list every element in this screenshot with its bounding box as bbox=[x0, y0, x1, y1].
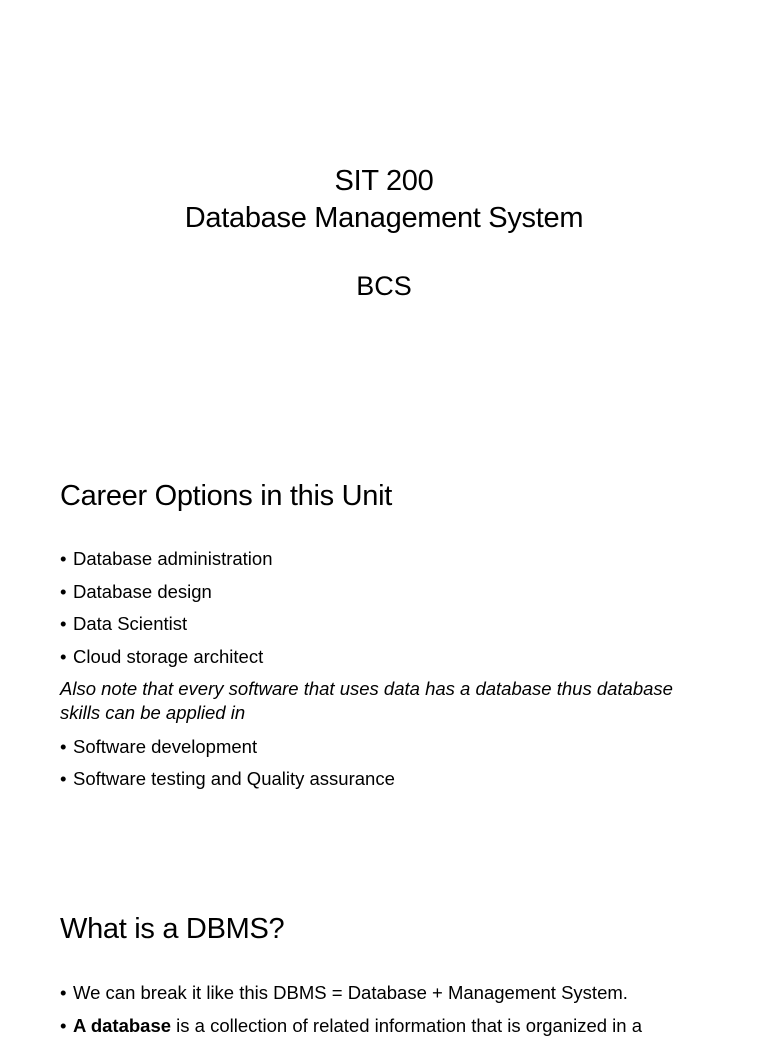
slide-heading: Career Options in this Unit bbox=[60, 480, 392, 512]
italic-note: Also note that every software that uses data has a database thus database skills can be applied in bbox=[60, 678, 673, 723]
title-slide bbox=[0, 0, 768, 440]
career-list bbox=[60, 547, 720, 677]
list-item: • Cloud storage architect bbox=[60, 645, 720, 678]
list-item: • Software development bbox=[60, 735, 720, 767]
list-item: • Data Scientist bbox=[60, 612, 720, 645]
slide-title bbox=[0, 163, 768, 237]
slide-heading: What is a DBMS? bbox=[60, 913, 285, 945]
dbms-list bbox=[60, 981, 720, 1047]
list-item: • Database design bbox=[60, 580, 720, 613]
slide-subtitle: BCS bbox=[356, 271, 412, 301]
applied-skills-list bbox=[60, 735, 720, 798]
definition-text: is a collection of related information that is organized in a bbox=[171, 1015, 643, 1036]
course-code: SIT 200 bbox=[334, 165, 434, 197]
bold-term: A database bbox=[73, 1015, 172, 1036]
list-item: • We can break it like this DBMS = Database + Management System. bbox=[60, 981, 720, 1014]
what-is-dbms-slide bbox=[0, 880, 768, 1036]
list-item: • Database administration bbox=[60, 547, 720, 580]
list-item-partial bbox=[60, 1014, 720, 1047]
course-name: Database Management System bbox=[184, 202, 584, 234]
career-options-slide bbox=[0, 440, 768, 880]
list-item: • Software testing and Quality assurance bbox=[60, 767, 720, 799]
